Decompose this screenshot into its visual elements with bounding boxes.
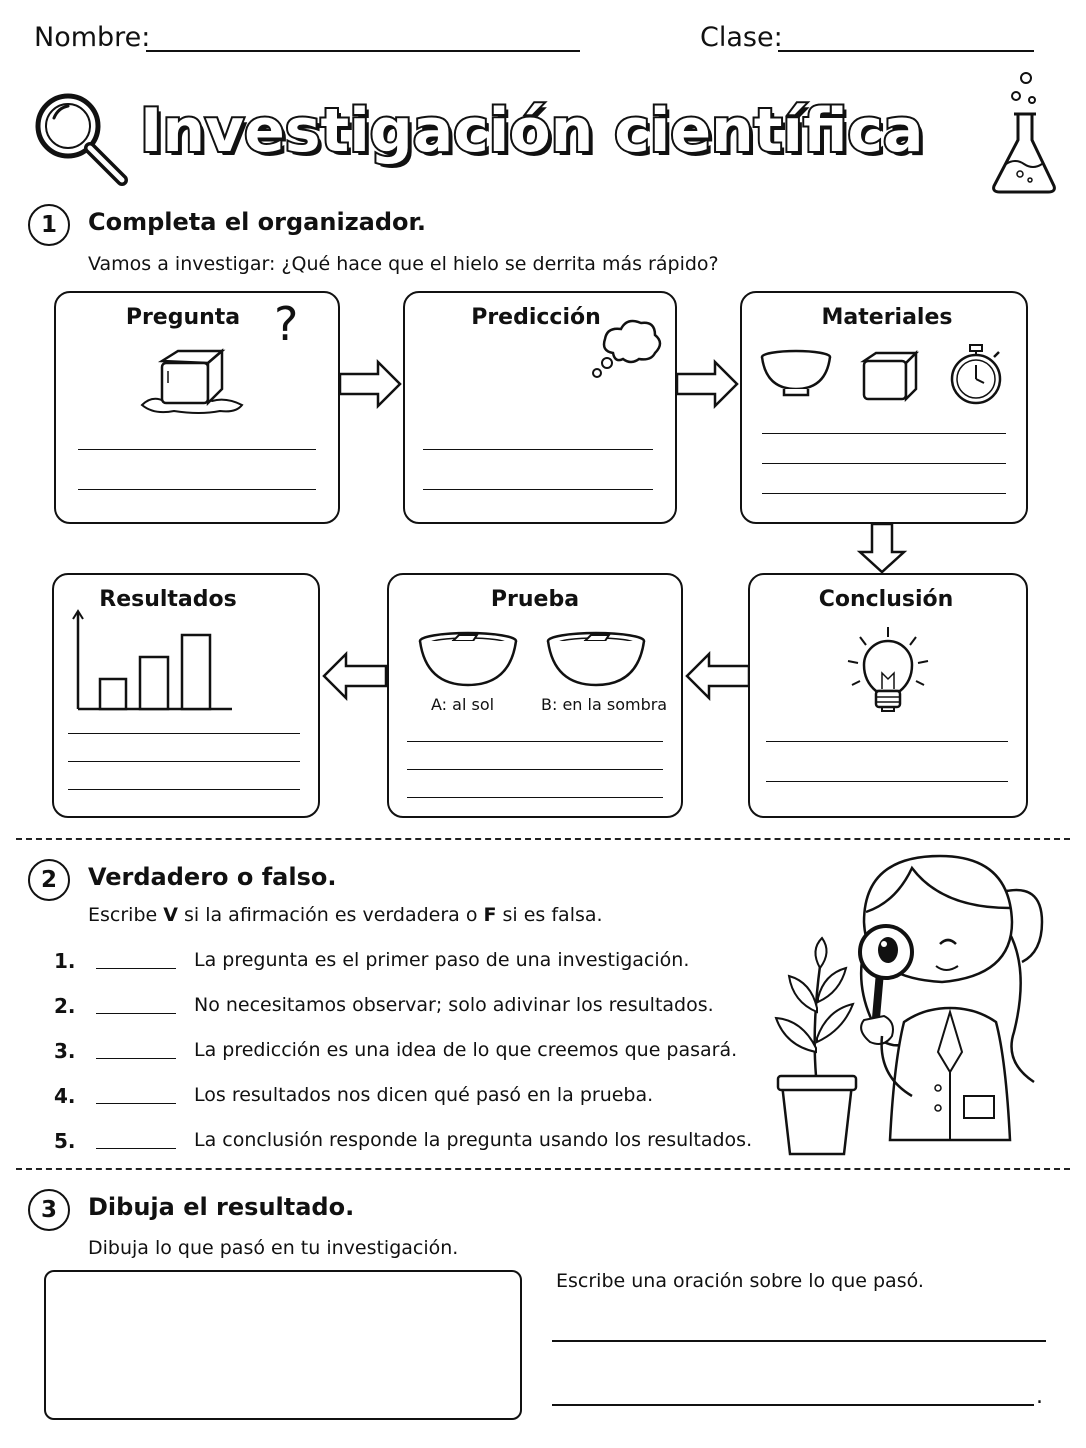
magnifier-icon — [30, 88, 130, 192]
answer-blank[interactable] — [96, 1013, 176, 1014]
answer-line[interactable] — [762, 433, 1006, 434]
statement-text: La predicción es una idea de lo que creemos que pasará. — [194, 1039, 738, 1061]
box-conclusion — [748, 573, 1028, 818]
name-field[interactable] — [146, 50, 580, 52]
page-title: Investigación científica — [140, 96, 924, 166]
drawing-box[interactable] — [44, 1270, 522, 1420]
label-a: A: al sol — [431, 695, 495, 714]
answer-line[interactable] — [423, 449, 653, 450]
box-conclusion-title: Conclusión — [818, 587, 954, 612]
answer-line[interactable] — [766, 781, 1008, 782]
answer-line[interactable] — [68, 761, 300, 762]
ice-cube-icon — [138, 345, 248, 421]
section-divider — [16, 838, 1070, 840]
item-number: 4. — [54, 1084, 76, 1108]
box-pregunta-title: Pregunta — [125, 305, 241, 330]
item-number: 1. — [54, 949, 76, 973]
lightbulb-icon — [846, 625, 930, 725]
class-label: Clase: — [700, 22, 783, 53]
answer-blank[interactable] — [96, 1103, 176, 1104]
arrow-left-icon — [683, 652, 751, 704]
answer-line[interactable] — [423, 489, 653, 490]
box-resultados-title: Resultados — [99, 587, 237, 612]
bowl-icon — [758, 349, 834, 405]
statement-text: Los resultados nos dicen qué pasó en la prueba. — [194, 1084, 654, 1106]
section-1-subtitle: Vamos a investigar: ¿Qué hace que el hielo se derrita más rápido? — [88, 253, 719, 275]
thought-cloud-icon — [589, 313, 669, 387]
arrow-left-icon — [320, 652, 388, 704]
answer-blank[interactable] — [96, 968, 176, 969]
answer-line[interactable] — [407, 797, 663, 798]
item-number: 2. — [54, 994, 76, 1018]
answer-line[interactable] — [407, 741, 663, 742]
sentence-line[interactable] — [552, 1340, 1046, 1342]
flask-icon — [988, 70, 1060, 200]
section-1-number: 1 — [28, 204, 70, 246]
answer-line[interactable] — [68, 789, 300, 790]
box-pregunta — [54, 291, 340, 524]
box-materiales-title: Materiales — [821, 305, 953, 330]
answer-line[interactable] — [68, 733, 300, 734]
name-label: Nombre: — [34, 22, 151, 53]
box-resultados — [52, 573, 320, 818]
question-mark-icon: ? — [274, 297, 299, 351]
statement-text: No necesitamos observar; solo adivinar los resultados. — [194, 994, 714, 1016]
arrow-down-icon — [858, 522, 906, 580]
sentence-line[interactable] — [552, 1404, 1034, 1406]
section-2-title: Verdadero o falso. — [88, 863, 337, 891]
answer-line[interactable] — [766, 741, 1008, 742]
section-3-title: Dibuja el resultado. — [88, 1193, 355, 1221]
statement-text: La conclusión responde la pregunta usando los resultados. — [194, 1129, 753, 1151]
end-period: . — [1036, 1384, 1043, 1409]
item-number: 5. — [54, 1129, 76, 1153]
sentence-prompt: Escribe una oración sobre lo que pasó. — [556, 1270, 924, 1292]
statement-text: La pregunta es el primer paso de una investigación. — [194, 949, 690, 971]
section-1-title: Completa el organizador. — [88, 208, 427, 236]
section-3-subtitle: Dibuja lo que pasó en tu investigación. — [88, 1237, 459, 1259]
answer-blank[interactable] — [96, 1058, 176, 1059]
box-materiales — [740, 291, 1028, 524]
answer-line[interactable] — [762, 463, 1006, 464]
box-prediccion-title: Predicción — [471, 305, 601, 330]
item-number: 3. — [54, 1039, 76, 1063]
answer-line[interactable] — [407, 769, 663, 770]
box-prueba — [387, 573, 683, 818]
section-2-number: 2 — [28, 859, 70, 901]
answer-line[interactable] — [78, 489, 316, 490]
section-3-number: 3 — [28, 1189, 70, 1231]
class-field[interactable] — [778, 50, 1034, 52]
label-b: B: en la sombra — [541, 695, 668, 714]
answer-line[interactable] — [78, 449, 316, 450]
answer-blank[interactable] — [96, 1148, 176, 1149]
arrow-right-icon — [338, 360, 404, 412]
bar-chart-icon — [70, 609, 240, 719]
section-2-instructions: Escribe V si la afirmación es verdadera o F si es falsa. — [88, 904, 603, 926]
bowl-with-ice-icon — [545, 631, 647, 695]
stopwatch-icon — [946, 343, 1006, 411]
ice-cube-icon — [860, 349, 922, 407]
box-prueba-title: Prueba — [490, 587, 580, 612]
answer-line[interactable] — [762, 493, 1006, 494]
scientist-girl-illustration — [764, 852, 1054, 1166]
section-divider — [16, 1168, 1070, 1170]
box-prediccion — [403, 291, 677, 524]
bowl-with-ice-icon — [417, 631, 519, 695]
arrow-right-icon — [675, 360, 741, 412]
